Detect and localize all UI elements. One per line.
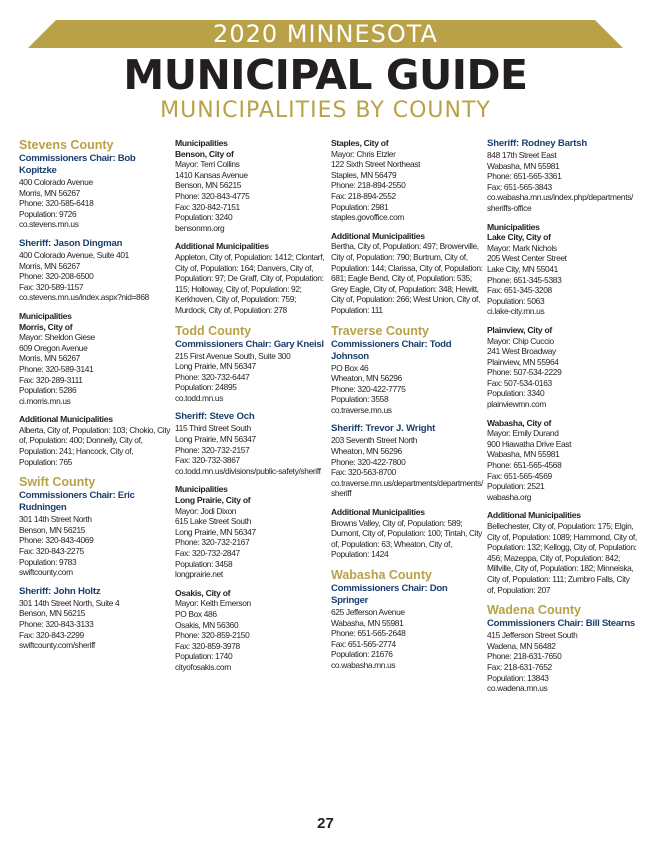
text-line: Population: 3458 (175, 558, 233, 569)
text-line: 1410 Kansas Avenue (175, 169, 248, 180)
text-line: Phone: 320-859-2150 (175, 630, 250, 641)
website-link[interactable]: plainviewmn.com (487, 399, 546, 410)
municipalities-heading: Municipalities (175, 484, 228, 495)
text-line: Population: 3240 (175, 212, 233, 223)
text-line: PO Box 46 (331, 362, 369, 373)
text-line: Fax: 651-565-4569 (487, 470, 552, 481)
commissioners-chair: Commissioners Chair: Bob Kopitzke (19, 153, 136, 176)
text-line: Phone: 218-631-7650 (487, 651, 562, 662)
text-line: Long Prairie, MN 56347 (175, 434, 256, 445)
county-name-swift: Swift County (19, 475, 96, 490)
commissioners-chair: Commissioners Chair: Eric Rudningen (19, 490, 135, 514)
text-line: Fax: 320-732-2847 (175, 548, 240, 558)
text-line: Fax: 320-843-2275 (19, 546, 84, 557)
text-line: Population: 5286 (19, 385, 77, 396)
text-line: Phone: 320-732-2167 (175, 537, 250, 548)
text-line: Morris, MN 56267 (19, 187, 80, 198)
text-line: 301 14th Street North (19, 514, 92, 525)
municipality-name: Lake City, City of (487, 232, 551, 243)
website-link[interactable]: ci.morris.mn.us (19, 395, 71, 406)
text-line: Fax: 218-894-2552 (331, 190, 396, 201)
website-link[interactable]: ci.lake-city.mn.us (487, 306, 545, 317)
text-line: Benson, MN 56215 (19, 608, 86, 619)
website-link[interactable]: co.stevens.mn.us (19, 219, 79, 230)
municipality-name: Long Prairie, City of (175, 495, 251, 506)
text-line: Fax: 320-843-2299 (19, 629, 84, 640)
text-line: Wadena, MN 56482 (487, 640, 556, 651)
text-line: Long Prairie, MN 56347 (175, 526, 256, 537)
text-line: Mayor: Chip Cuccio (487, 335, 554, 346)
website-link[interactable]: co.traverse.mn.us/departments/departments/ (331, 477, 483, 488)
text-line: 415 Jefferson Street South (487, 630, 578, 641)
text-line: 625 Jefferson Avenue (331, 607, 405, 617)
county-name-traverse: Traverse County (331, 323, 429, 338)
text-line: Wabasha, MN 55981 (331, 617, 404, 628)
text-line: Phone: 320-843-3133 (19, 619, 94, 629)
website-link[interactable]: co.wabasha.mn.us (331, 659, 396, 670)
website-link[interactable]: bensonmn.org (175, 222, 225, 233)
text-line: Phone: 320-422-7775 (331, 383, 406, 394)
website-link[interactable]: cityofosakis.com (175, 661, 231, 672)
website-link[interactable]: co.stevens.mn.us/index.aspx?nid=868 (19, 292, 149, 303)
text-line: PO Box 486 (175, 608, 217, 619)
text-line: 301 14th Street North, Suite 4 (19, 597, 120, 608)
text-line: Phone: 320-843-4069 (19, 535, 94, 546)
commissioners-chair: Commissioners Chair: Bill Stearns (487, 618, 635, 630)
text-line: Phone: 320-732-2157 (175, 444, 250, 455)
text-line: Phone: 507-534-2229 (487, 367, 562, 378)
commissioners-chair: Commissioners Chair: Don Springer (331, 583, 448, 606)
text-line: Fax: 507-534-0163 (487, 377, 552, 388)
municipalities-heading: Municipalities (175, 138, 228, 148)
county-name-todd: Todd County (175, 323, 252, 338)
county-name-stevens: Stevens County (19, 138, 114, 152)
page-number: 27 (317, 815, 334, 832)
municipality-name: Morris, City of (19, 321, 73, 332)
text-line: Fax: 320-589-1157 (19, 281, 84, 292)
text-line: Population: 21676 (331, 649, 393, 660)
text-line: Population: 5063 (487, 295, 545, 306)
text-line: Wabasha, MN 55981 (487, 160, 560, 171)
website-link[interactable]: sheriff (331, 488, 352, 499)
text-line: Population: 1740 (175, 651, 233, 662)
text-line: 115 Third Street South (175, 423, 251, 434)
text-line: Population: 24895 (175, 382, 237, 393)
additional-municipalities-heading: Additional Municipalities (19, 414, 113, 425)
text-line: Mayor: Terri Collins (175, 159, 240, 170)
text-line: 609 Oregon Avenue (19, 342, 88, 353)
text-line: 122 Sixth Street Northeast (331, 159, 421, 170)
column-1 (19, 138, 171, 651)
text-line: Plainview, MN 55964 (487, 356, 559, 367)
text-line: Phone: 320-585-6418 (19, 198, 94, 209)
additional-municipalities-heading: Additional Municipalities (487, 510, 581, 521)
website-link[interactable]: co.todd.mn.us (175, 392, 224, 403)
text-line: Population: 3558 (331, 394, 389, 405)
text-line: Wabasha, MN 55981 (487, 449, 560, 460)
banner-title: 2020 MINNESOTA (213, 20, 438, 48)
text-line: Phone: 320-422-7800 (331, 456, 406, 467)
website-link[interactable]: swiftcounty.com (19, 567, 73, 578)
text-line: Population: 13843 (487, 672, 549, 683)
text-line: Wheaton, MN 56296 (331, 446, 402, 457)
text-line: Population: 9783 (19, 556, 77, 567)
website-link[interactable]: co.todd.mn.us/divisions/public-safety/sheriff (175, 465, 321, 476)
text-line: Osakis, MN 56360 (175, 619, 239, 630)
text-line: Phone: 320-208-6500 (19, 271, 94, 282)
municipality-name: Plainview, City of (487, 324, 552, 335)
sheriff-name: Sheriff: John Holtz (19, 585, 101, 597)
text-line: Mayor: Keith Emerson (175, 598, 251, 609)
additional-municipalities-text: Bertha, City of, Population: 497; Browerville, City of, Population: 790; Burtrum, City of, Population: 144; Clarissa, City of, Population: 681; Eagle Bend, City of, Population: 535; Grey Eagle, City of, Population: 348; Hewitt, City of, Population: 266; West Union, City of, Population: 111 (331, 241, 483, 315)
website-link[interactable]: co.traverse.mn.us (331, 404, 392, 415)
text-line: Fax: 651-565-2774 (331, 638, 396, 649)
text-line: Phone: 218-894-2550 (331, 180, 406, 191)
text-line: 241 West Broadway (487, 346, 556, 357)
column-2 (175, 138, 327, 673)
text-line: Mayor: Emily Durand (487, 428, 559, 439)
text-line: Fax: 320-859-3978 (175, 640, 240, 651)
website-link[interactable]: co.wadena.mn.us (487, 683, 548, 694)
text-line: Mayor: Chris Etzler (331, 148, 396, 159)
text-line: Population: 2981 (331, 201, 389, 212)
text-line: 900 Hiawatha Drive East (487, 438, 572, 449)
text-line: Phone: 320-843-4775 (175, 190, 250, 201)
text-line: 205 West Center Street (487, 253, 567, 264)
municipalities-heading: Municipalities (487, 221, 540, 232)
column-3 (331, 138, 483, 671)
text-line: 203 Seventh Street North (331, 435, 418, 446)
website-link[interactable]: co.wabasha.mn.us/index.php/departments/ (487, 192, 634, 203)
additional-municipalities-text: Browns Valley, City of, Population: 589; Dumont, City of, Population: 100; Tintah, City of, Population: 63; Wheaton, City of, Population: 1424 (331, 517, 483, 560)
text-line: Wheaton, MN 56296 (331, 373, 402, 384)
sheriff-name: Sheriff: Trevor J. Wright (331, 423, 436, 435)
text-line: 400 Colorado Avenue, Suite 401 (19, 249, 129, 260)
text-line: Benson, MN 56215 (175, 180, 242, 191)
additional-municipalities-text: Alberta, City of, Population: 103; Chokio, City of, Population: 400; Donnelly, City of, Population: 241; Hancock, City of, Population: 765 (19, 424, 171, 467)
page-subtitle: MUNICIPALITIES BY COUNTY (160, 98, 491, 123)
sheriff-name: Sheriff: Jason Dingman (19, 237, 123, 249)
county-name-wabasha: Wabasha County (331, 568, 432, 582)
text-line: Fax: 320-732-3867 (175, 455, 240, 466)
additional-municipalities-text: Appleton, City of, Population: 1412; Clontarf, City of, Population: 164; Danvers, City of, Population: 97; De Graff, City of, Population: 115; Holloway, City of, Population: 92; Kerkhoven, City of, Population: 759; Murdock, City of, Population: 278 (175, 251, 325, 315)
text-line: 848 17th Street East (487, 150, 557, 160)
text-line: Phone: 320-732-6447 (175, 371, 250, 382)
text-line: Fax: 651-565-3843 (487, 181, 552, 192)
text-line: Benson, MN 56215 (19, 524, 86, 535)
additional-municipalities-heading: Additional Municipalities (175, 241, 269, 252)
text-line: Fax: 651-345-3208 (487, 285, 552, 296)
website-link[interactable]: staples.govoffice.com (331, 212, 405, 223)
municipality-name: Staples, City of (331, 138, 389, 148)
text-line: Fax: 320-289-3111 (19, 374, 83, 385)
website-link[interactable]: longprairie.net (175, 569, 223, 580)
commissioners-chair: Commissioners Chair: Gary Kneisl (175, 338, 324, 350)
text-line: Morris, MN 56267 (19, 353, 80, 364)
county-name-wadena: Wadena County (487, 603, 581, 618)
text-line: Staples, MN 56479 (331, 169, 397, 180)
additional-municipalities-text: Bellechester, City of, Population: 175; Elgin, City of, Population: 1089; Hammond, City of, Population: 132; Kellogg, City of, Population: 456; Mazeppa, City of, Population: 842; Millville, City of, Population: 182; Minneiska, City of, Population: 111; Zumbro Falls, City of, Population: 207 (487, 521, 637, 595)
text-line: Population: 2521 (487, 481, 545, 492)
text-line: Long Prairie, MN 56347 (175, 361, 256, 372)
commissioners-chair: Commissioners Chair: Todd Johnson (331, 338, 452, 362)
text-line: Mayor: Jodi Dixon (175, 505, 237, 516)
municipality-name: Benson, City of (175, 148, 234, 159)
text-line: Morris, MN 56267 (19, 260, 80, 271)
text-line: Fax: 218-631-7652 (487, 661, 552, 672)
text-line: Mayor: Mark Nichols (487, 242, 557, 253)
additional-municipalities-heading: Additional Municipalities (331, 507, 425, 518)
additional-municipalities-heading: Additional Municipalities (331, 230, 425, 241)
text-line: 400 Colorado Avenue (19, 177, 93, 187)
sheriff-name: Sheriff: Steve Och (175, 411, 255, 423)
text-line: Mayor: Sheldon Giese (19, 332, 95, 343)
text-line: Phone: 320-589-3141 (19, 363, 94, 374)
text-line: Population: 9726 (19, 208, 77, 219)
text-line: Phone: 651-565-3361 (487, 171, 562, 182)
text-line: Fax: 320-563-8700 (331, 467, 396, 478)
website-link[interactable]: sheriffs-office (487, 202, 532, 213)
website-link[interactable]: wabasha.org (487, 491, 532, 502)
text-line: 215 First Avenue South, Suite 300 (175, 350, 291, 361)
text-line: Phone: 651-345-5383 (487, 274, 562, 285)
municipality-name: Wabasha, City of (487, 417, 552, 428)
text-line: Population: 3340 (487, 388, 545, 399)
column-4 (487, 138, 639, 694)
municipalities-heading: Municipalities (19, 310, 72, 321)
text-line: Phone: 651-565-4568 (487, 460, 562, 471)
website-link[interactable]: swiftcounty.com/sheriff (19, 640, 95, 651)
sheriff-name: Sheriff: Rodney Bartsh (487, 138, 588, 149)
text-line: Phone: 651-565-2648 (331, 628, 406, 639)
page-title: MUNICIPAL GUIDE (123, 51, 528, 99)
text-line: Lake City, MN 55041 (487, 263, 558, 274)
municipality-name: Osakis, City of (175, 587, 231, 598)
text-line: Fax: 320-842-7151 (175, 201, 240, 212)
text-line: 615 Lake Street South (175, 516, 251, 527)
